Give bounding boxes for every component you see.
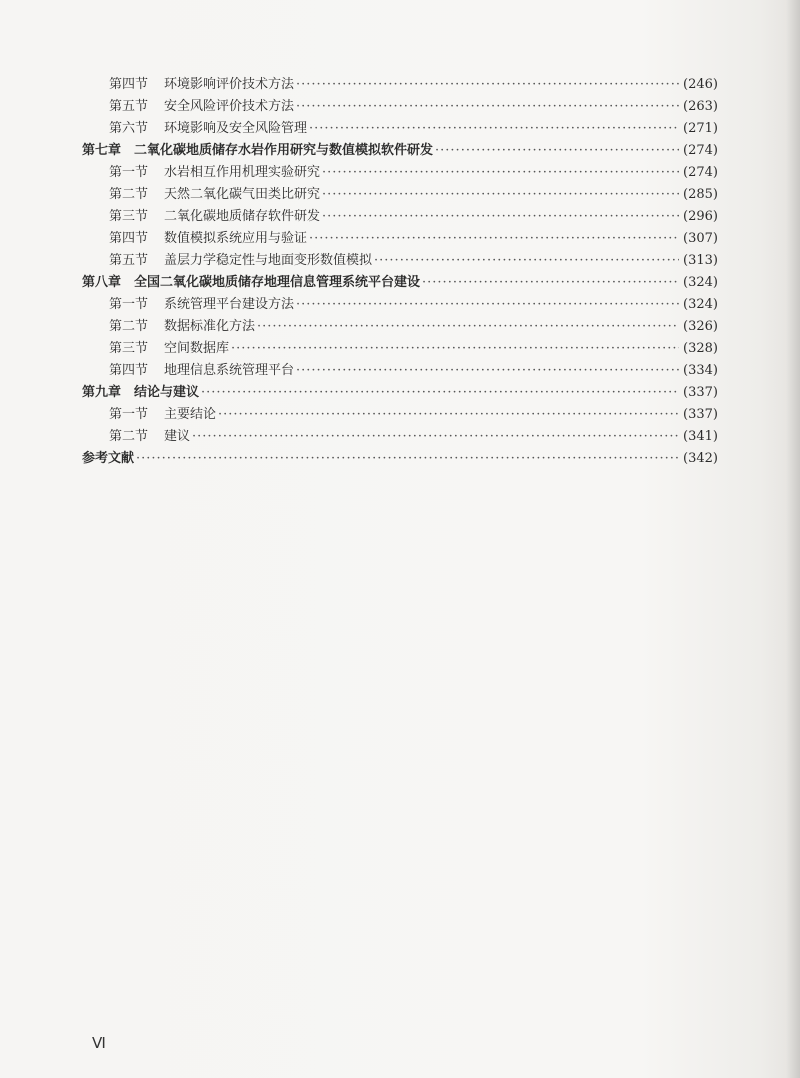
toc-entry-page: (296) <box>683 209 718 224</box>
toc-entry-number: 第三节 <box>109 341 149 356</box>
toc-chapter-entry[interactable] <box>82 272 718 294</box>
toc-entry-page: (274) <box>683 165 718 180</box>
toc-entry-title: 水岩相互作用机理实验研究 <box>164 165 321 180</box>
toc-entry-page: (263) <box>683 99 718 114</box>
toc-entry-title: 空间数据库 <box>164 341 230 356</box>
toc-entry-page: (307) <box>683 231 718 246</box>
toc-section-entry[interactable] <box>82 206 718 228</box>
toc-section-entry[interactable] <box>82 74 718 96</box>
toc-section-entry[interactable] <box>82 360 718 382</box>
toc-section-entry[interactable] <box>82 426 718 448</box>
toc-entry-title: 系统管理平台建设方法 <box>164 297 295 312</box>
toc-leader-dots <box>296 360 679 382</box>
toc-entry-page: (246) <box>683 77 718 92</box>
toc-entry-number: 第四节 <box>109 77 149 92</box>
toc-entry-title: 参考文献 <box>82 451 135 466</box>
toc-entry-page: (334) <box>683 363 718 378</box>
toc-section-entry[interactable] <box>82 96 718 118</box>
toc-entry-title: 环境影响评价技术方法 <box>164 77 295 92</box>
toc-section-entry[interactable] <box>82 184 718 206</box>
toc-leader-dots <box>435 140 679 162</box>
page-number-footer: Ⅵ <box>92 1036 106 1052</box>
toc-entry-title: 建议 <box>164 429 191 444</box>
toc-leader-dots <box>422 272 679 294</box>
toc-leader-dots <box>231 338 679 360</box>
toc-section-entry[interactable] <box>82 338 718 360</box>
toc-entry-title: 数据标准化方法 <box>164 319 256 334</box>
toc-section-entry[interactable] <box>82 250 718 272</box>
toc-leader-dots <box>322 206 679 228</box>
toc-entry-number: 第四节 <box>109 363 149 378</box>
toc-entry-number: 第六节 <box>109 121 149 136</box>
toc-entry-number: 第五节 <box>109 253 149 268</box>
toc-entry-title: 天然二氧化碳气田类比研究 <box>164 187 321 202</box>
table-of-contents <box>82 74 718 470</box>
toc-entry-number: 第一节 <box>109 165 149 180</box>
toc-entry-number: 第一节 <box>109 407 149 422</box>
toc-section-entry[interactable] <box>82 118 718 140</box>
toc-leader-dots <box>192 426 679 448</box>
toc-entry-number: 第五节 <box>109 99 149 114</box>
toc-entry-page: (326) <box>683 319 718 334</box>
toc-entry-page: (274) <box>683 143 718 158</box>
toc-entry-number: 第一节 <box>109 297 149 312</box>
toc-section-entry[interactable] <box>82 228 718 250</box>
toc-entry-page: (285) <box>683 187 718 202</box>
toc-leader-dots <box>296 74 679 96</box>
toc-chapter-entry[interactable] <box>82 382 718 404</box>
toc-entry-page: (324) <box>683 297 718 312</box>
toc-entry-page: (324) <box>683 275 718 290</box>
toc-entry-page: (328) <box>683 341 718 356</box>
toc-leader-dots <box>374 250 679 272</box>
toc-entry-number: 第三节 <box>109 209 149 224</box>
toc-leader-dots <box>322 162 679 184</box>
toc-entry-title: 全国二氧化碳地质储存地理信息管理系统平台建设 <box>134 275 421 290</box>
toc-entry-title: 二氧化碳地质储存软件研发 <box>164 209 321 224</box>
toc-entry-page: (341) <box>683 429 718 444</box>
toc-entry-page: (337) <box>683 385 718 400</box>
toc-entry-number: 第二节 <box>109 187 149 202</box>
toc-chapter-entry[interactable] <box>82 140 718 162</box>
toc-entry-page: (271) <box>683 121 718 136</box>
toc-entry-number: 第二节 <box>109 429 149 444</box>
toc-entry-number: 第九章 <box>82 385 122 400</box>
toc-section-entry[interactable] <box>82 162 718 184</box>
toc-entry-page: (337) <box>683 407 718 422</box>
toc-leader-dots <box>322 184 679 206</box>
toc-leader-dots <box>296 294 679 316</box>
toc-entry-title: 安全风险评价技术方法 <box>164 99 295 114</box>
toc-leader-dots <box>309 118 679 140</box>
toc-leader-dots <box>201 382 679 404</box>
toc-entry-number: 第八章 <box>82 275 122 290</box>
toc-leader-dots <box>257 316 679 338</box>
toc-entry-title: 地理信息系统管理平台 <box>164 363 295 378</box>
toc-entry-number: 第七章 <box>82 143 122 158</box>
toc-leader-dots <box>309 228 679 250</box>
toc-leader-dots <box>296 96 679 118</box>
toc-entry-number: 第四节 <box>109 231 149 246</box>
toc-section-entry[interactable] <box>82 294 718 316</box>
toc-leader-dots <box>218 404 679 426</box>
toc-leader-dots <box>136 448 679 470</box>
toc-section-entry[interactable] <box>82 316 718 338</box>
toc-entry-title: 环境影响及安全风险管理 <box>164 121 308 136</box>
toc-section-entry[interactable] <box>82 404 718 426</box>
toc-references-entry[interactable] <box>82 448 718 470</box>
toc-entry-title: 结论与建议 <box>134 385 200 400</box>
toc-entry-title: 数值模拟系统应用与验证 <box>164 231 308 246</box>
toc-entry-number: 第二节 <box>109 319 149 334</box>
toc-entry-title: 二氧化碳地质储存水岩作用研究与数值模拟软件研发 <box>134 143 434 158</box>
toc-entry-title: 盖层力学稳定性与地面变形数值模拟 <box>164 253 373 268</box>
toc-entry-page: (342) <box>683 451 718 466</box>
toc-entry-page: (313) <box>683 253 718 268</box>
toc-entry-title: 主要结论 <box>164 407 217 422</box>
